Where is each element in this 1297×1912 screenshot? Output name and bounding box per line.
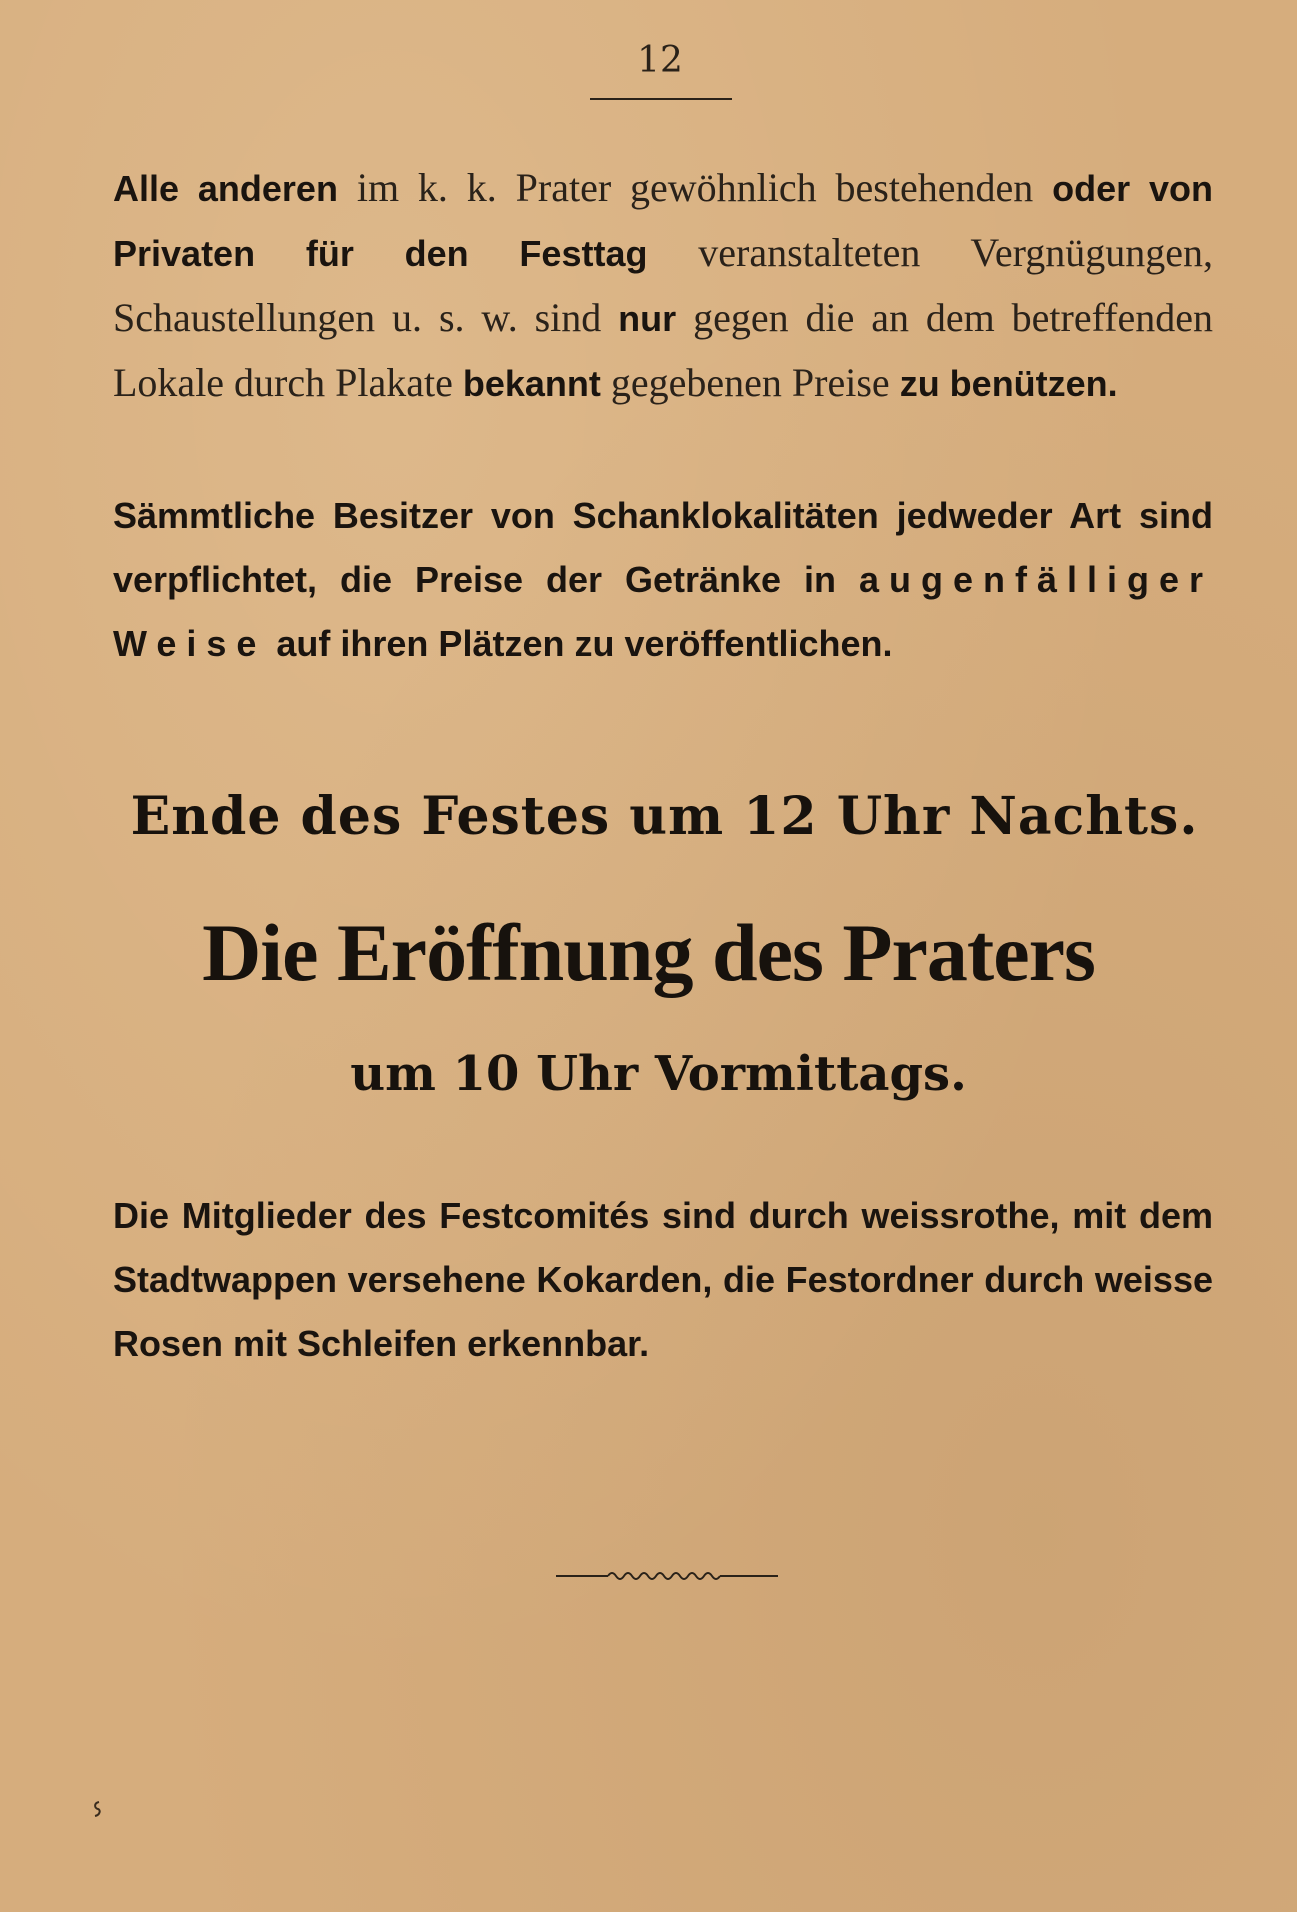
text-run: gegen die an dem betreffenden Lokale durch Plakate (113, 295, 1213, 405)
bold-phrase: zu benützen. (899, 363, 1118, 404)
bold-phrase: Alle anderen (113, 168, 338, 209)
text-run: im k. k. Prater gewöhnlich bestehenden (337, 165, 1053, 210)
bold-phrase: nur (618, 298, 677, 339)
text-run: gegebenen Preise (600, 360, 900, 405)
heading-opening-time: um 10 Uhr Vormittags. (350, 1046, 967, 1102)
paragraph-prater-entertainments (113, 156, 1213, 416)
paragraph-drink-prices (113, 484, 1213, 676)
wavy-line-ornament-icon (556, 1566, 778, 1586)
paragraph-committee-identification: Die Mitglieder des Festcomités sind durch weissrothe, mit dem Stadtwappen versehene Kokarden, die Festordner durch weisse Rosen mit Schleifen erkennbar. (113, 1195, 1213, 1364)
heading-prater-opening: Die Eröffnung des Praters (202, 907, 1095, 998)
page-number: 12 (637, 40, 683, 81)
page-number-rule (590, 98, 732, 100)
text-run: Sämmtliche Besitzer von Schanklokalitäten jedweder Art sind verpflichtet, die Preise der Getränke in (113, 495, 1213, 600)
text-run: auf ihren Plätzen zu veröffentlichen. (266, 623, 893, 664)
text-run: veranstalteten Vergnügungen, Schaustellungen u. s. w. sind (113, 230, 1213, 340)
ink-speck-icon (92, 1800, 102, 1818)
heading-end-of-festival: Ende des Festes um 12 Uhr Nachts. (130, 786, 1199, 847)
bold-phrase: bekannt (462, 363, 601, 404)
spaced-emphasis: augenfälliger Weise (113, 559, 1213, 664)
bold-phrase: oder von Privaten für den Festtag (113, 168, 1213, 274)
